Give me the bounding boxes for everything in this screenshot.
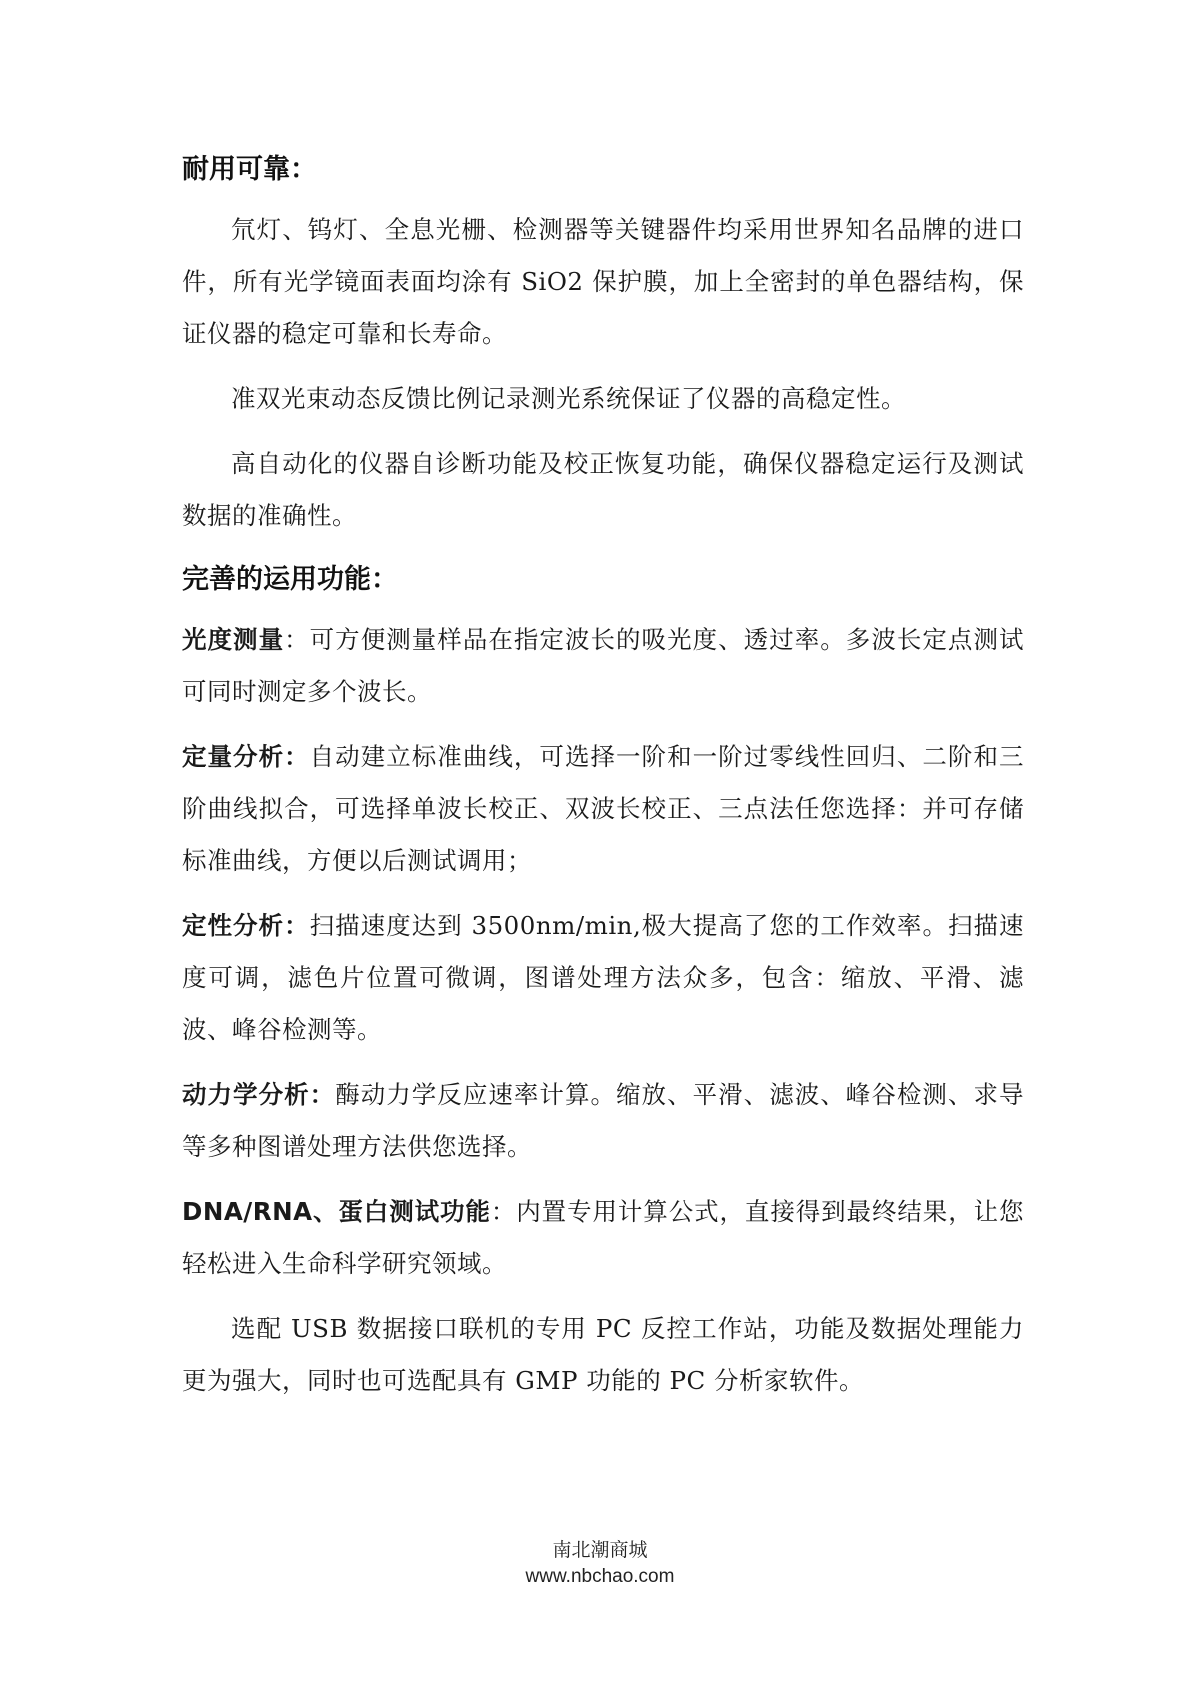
document-body [182,150,1024,1420]
function-item-dna-protein [182,1186,1024,1290]
function-item-photometric [182,614,1024,718]
function-item-qualitative [182,900,1024,1056]
function-label-quantitative: 定量分析： [182,742,310,771]
section-heading-durability: 耐用可靠： [182,154,317,185]
function-item-kinetics [182,1069,1024,1173]
footer-site-url: www.nbchao.com [525,1566,675,1587]
durability-paragraph-components: 氘灯、钨灯、全息光栅、检测器等关键器件均采用世界知名品牌的进口件，所有光学镜面表面均涂有 SiO2 保护膜，加上全密封的单色器结构，保证仪器的稳定可靠和长寿命。 [182,215,1024,348]
function-separator: ： [490,1197,517,1226]
durability-paragraph-photometry: 准双光束动态反馈比例记录测光系统保证了仪器的高稳定性。 [231,384,906,413]
closing-paragraph-pc-workstation: 选配 USB 数据接口联机的专用 PC 反控工作站，功能及数据处理能力更为强大，同时也可选配具有 GMP 功能的 PC 分析家软件。 [182,1314,1024,1395]
durability-paragraph-self-diagnosis: 高自动化的仪器自诊断功能及校正恢复功能，确保仪器稳定运行及测试数据的准确性。 [182,449,1024,530]
function-label-qualitative: 定性分析： [182,911,310,940]
function-text-photometric: 可方便测量样品在指定波长的吸光度、透过率。多波长定点测试可同时测定多个波长。 [182,625,1024,706]
function-text-qualitative: 扫描速度达到 3500nm/min,极大提高了您的工作效率。扫描速度可调，滤色片位置可微调，图谱处理方法众多，包含：缩放、平滑、滤波、峰谷检测等。 [182,911,1024,1044]
footer-site-name: 南北潮商城 [552,1540,648,1561]
function-text-kinetics: 酶动力学反应速率计算。缩放、平滑、滤波、峰谷检测、求导等多种图谱处理方法供您选择。 [182,1080,1024,1161]
function-label-kinetics: 动力学分析： [182,1080,336,1109]
function-separator: ： [284,625,310,654]
function-label-photometric: 光度测量 [182,625,285,654]
function-text-dna-protein: 内置专用计算公式，直接得到最终结果，让您轻松进入生命科学研究领域。 [182,1197,1025,1278]
section-heading-functions: 完善的运用功能： [182,564,398,595]
function-label-dna-protein: DNA/RNA、蛋白测试功能 [182,1197,491,1226]
function-text-quantitative: 自动建立标准曲线，可选择一阶和一阶过零线性回归、二阶和三阶曲线拟合，可选择单波长校正、双波长校正、三点法任您选择：并可存储标准曲线，方便以后测试调用； [182,742,1024,875]
page-footer [0,1538,1200,1590]
function-item-quantitative [182,731,1024,887]
